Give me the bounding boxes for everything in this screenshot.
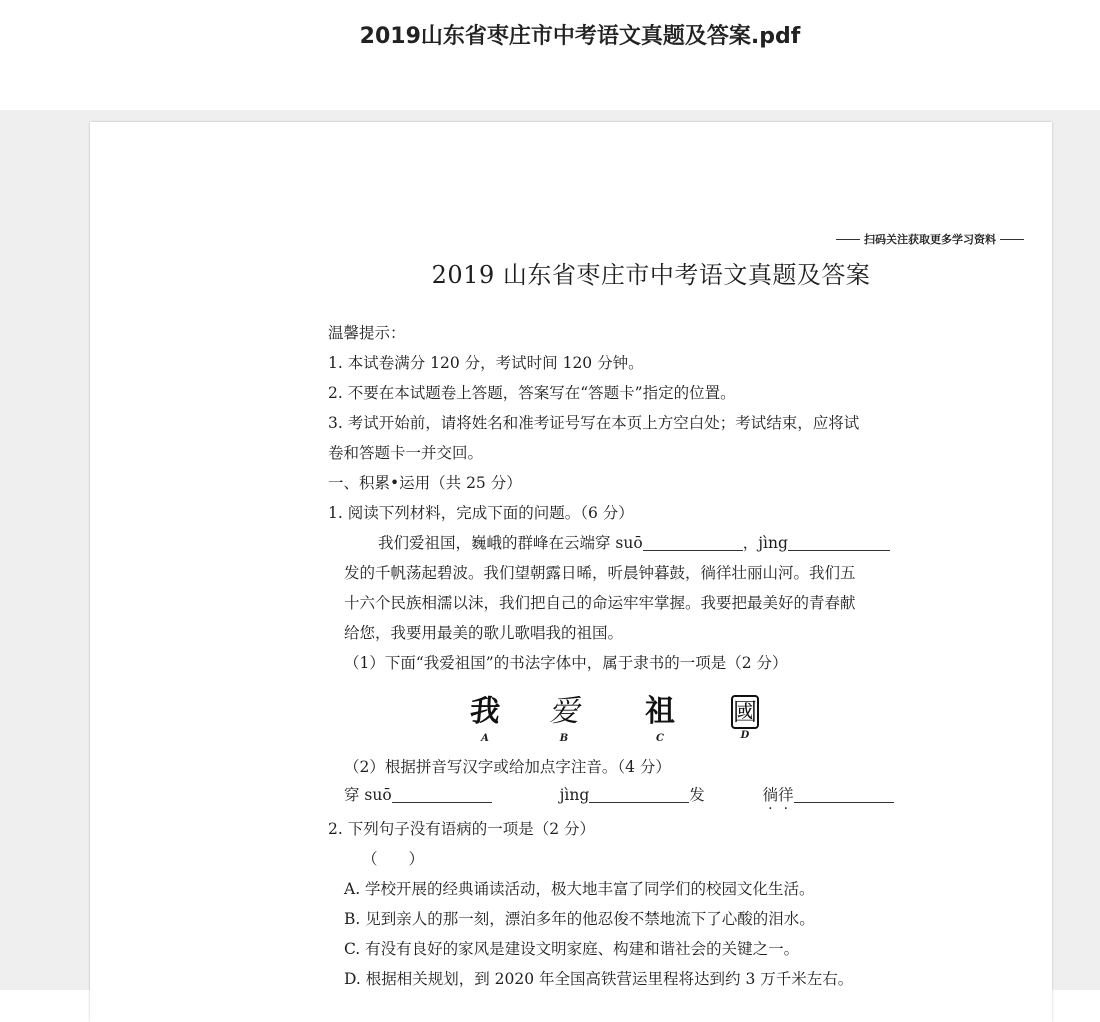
tip-3: 3. 考试开始前，请将姓名和准考证号写在本页上方空白处；考试结束，应将试 bbox=[328, 414, 860, 432]
option-d: D. 根据相关规划，到 2020 年全国高铁营运里程将达到约 3 万千米左右。 bbox=[344, 970, 854, 988]
calligraphy-letter-c: C bbox=[656, 733, 664, 744]
tip-3-cont: 卷和答题卡一并交回。 bbox=[328, 444, 484, 462]
calligraphy-glyph-b: 爱 bbox=[549, 694, 579, 729]
qr-banner bbox=[836, 231, 1024, 247]
calligraphy-glyph-c: 祖 bbox=[645, 694, 675, 729]
blank-suo bbox=[643, 533, 743, 551]
option-a: A. 学校开展的经典诵读活动，极大地丰富了同学们的校园文化生活。 bbox=[344, 880, 815, 898]
item-c-char-2: 徉 bbox=[778, 786, 794, 804]
tip-1: 1. 本试卷满分 120 分，考试时间 120 分钟。 bbox=[328, 354, 644, 372]
option-c: C. 有没有良好的家风是建设文明家庭、构建和谐社会的关键之一。 bbox=[344, 940, 800, 958]
blank-jing bbox=[788, 533, 890, 551]
question-2: 2. 下列句子没有语病的一项是（2 分） bbox=[328, 820, 596, 838]
item-b-blank bbox=[589, 785, 689, 803]
document-title: 2019 山东省枣庄市中考语文真题及答案 bbox=[431, 261, 871, 289]
passage-line-1a: 我们爱祖国，巍峨的群峰在云端穿 suō bbox=[378, 534, 643, 552]
calligraphy-glyph-d: 國 bbox=[731, 695, 759, 729]
tip-2: 2. 不要在本试题卷上答题，答案写在“答题卡”指定的位置。 bbox=[328, 384, 736, 402]
pdf-page bbox=[90, 122, 1052, 1022]
question-2-paren: （ ） bbox=[362, 850, 425, 868]
section-1-heading: 一、积累•运用（共 25 分） bbox=[328, 474, 522, 492]
banner-rule-right bbox=[1000, 239, 1024, 240]
calligraphy-option-c bbox=[630, 692, 690, 746]
passage-line-3: 十六个民族相濡以沫，我们把自己的命运牢牢掌握。我要把最美好的青春献 bbox=[344, 594, 856, 612]
item-c-blank bbox=[794, 785, 894, 803]
item-c-char-1: 徜 bbox=[762, 786, 779, 804]
option-b: B. 见到亲人的那一刻，漂泊多年的他忍俊不禁地流下了心酸的泪水。 bbox=[344, 910, 815, 928]
question-1-2: （2）根据拼音写汉字或给加点字注音。（4 分） bbox=[344, 758, 671, 776]
document-canvas[interactable] bbox=[0, 110, 1100, 990]
calligraphy-letter-b: B bbox=[559, 733, 569, 744]
item-b-label: jìng bbox=[559, 786, 590, 804]
tips-heading: 温馨提示： bbox=[328, 324, 406, 342]
calligraphy-option-a bbox=[455, 692, 515, 746]
viewer-header bbox=[0, 0, 1100, 110]
banner-rule-left bbox=[836, 239, 860, 240]
calligraphy-glyph-a: 我 bbox=[468, 694, 502, 729]
banner-text: 扫码关注获取更多学习资料 bbox=[864, 233, 996, 246]
passage-line-1b: ，jìng bbox=[742, 534, 788, 552]
passage-line-4: 给您，我要用最美的歌儿歌唱我的祖国。 bbox=[344, 624, 624, 642]
passage-line-2: 发的千帆荡起碧波。我们望朝露日晞，听晨钟暮鼓，徜徉壮丽山河。我们五 bbox=[344, 564, 856, 582]
question-1-2-items bbox=[344, 780, 894, 810]
question-1-1: （1）下面“我爱祖国”的书法字体中，属于隶书的一项是（2 分） bbox=[344, 654, 788, 672]
calligraphy-letter-d: D bbox=[740, 730, 750, 741]
item-b-suffix: 发 bbox=[689, 786, 705, 804]
question-1: 1. 阅读下列材料，完成下面的问题。（6 分） bbox=[328, 504, 634, 522]
calligraphy-option-d bbox=[715, 692, 775, 743]
calligraphy-letter-a: A bbox=[481, 733, 489, 744]
calligraphy-option-b bbox=[534, 692, 594, 746]
item-a-blank bbox=[392, 785, 492, 803]
item-a-label: 穿 suō bbox=[344, 786, 392, 804]
file-title: 2019山东省枣庄市中考语文真题及答案.pdf bbox=[359, 24, 801, 49]
passage-line-1 bbox=[378, 528, 890, 558]
